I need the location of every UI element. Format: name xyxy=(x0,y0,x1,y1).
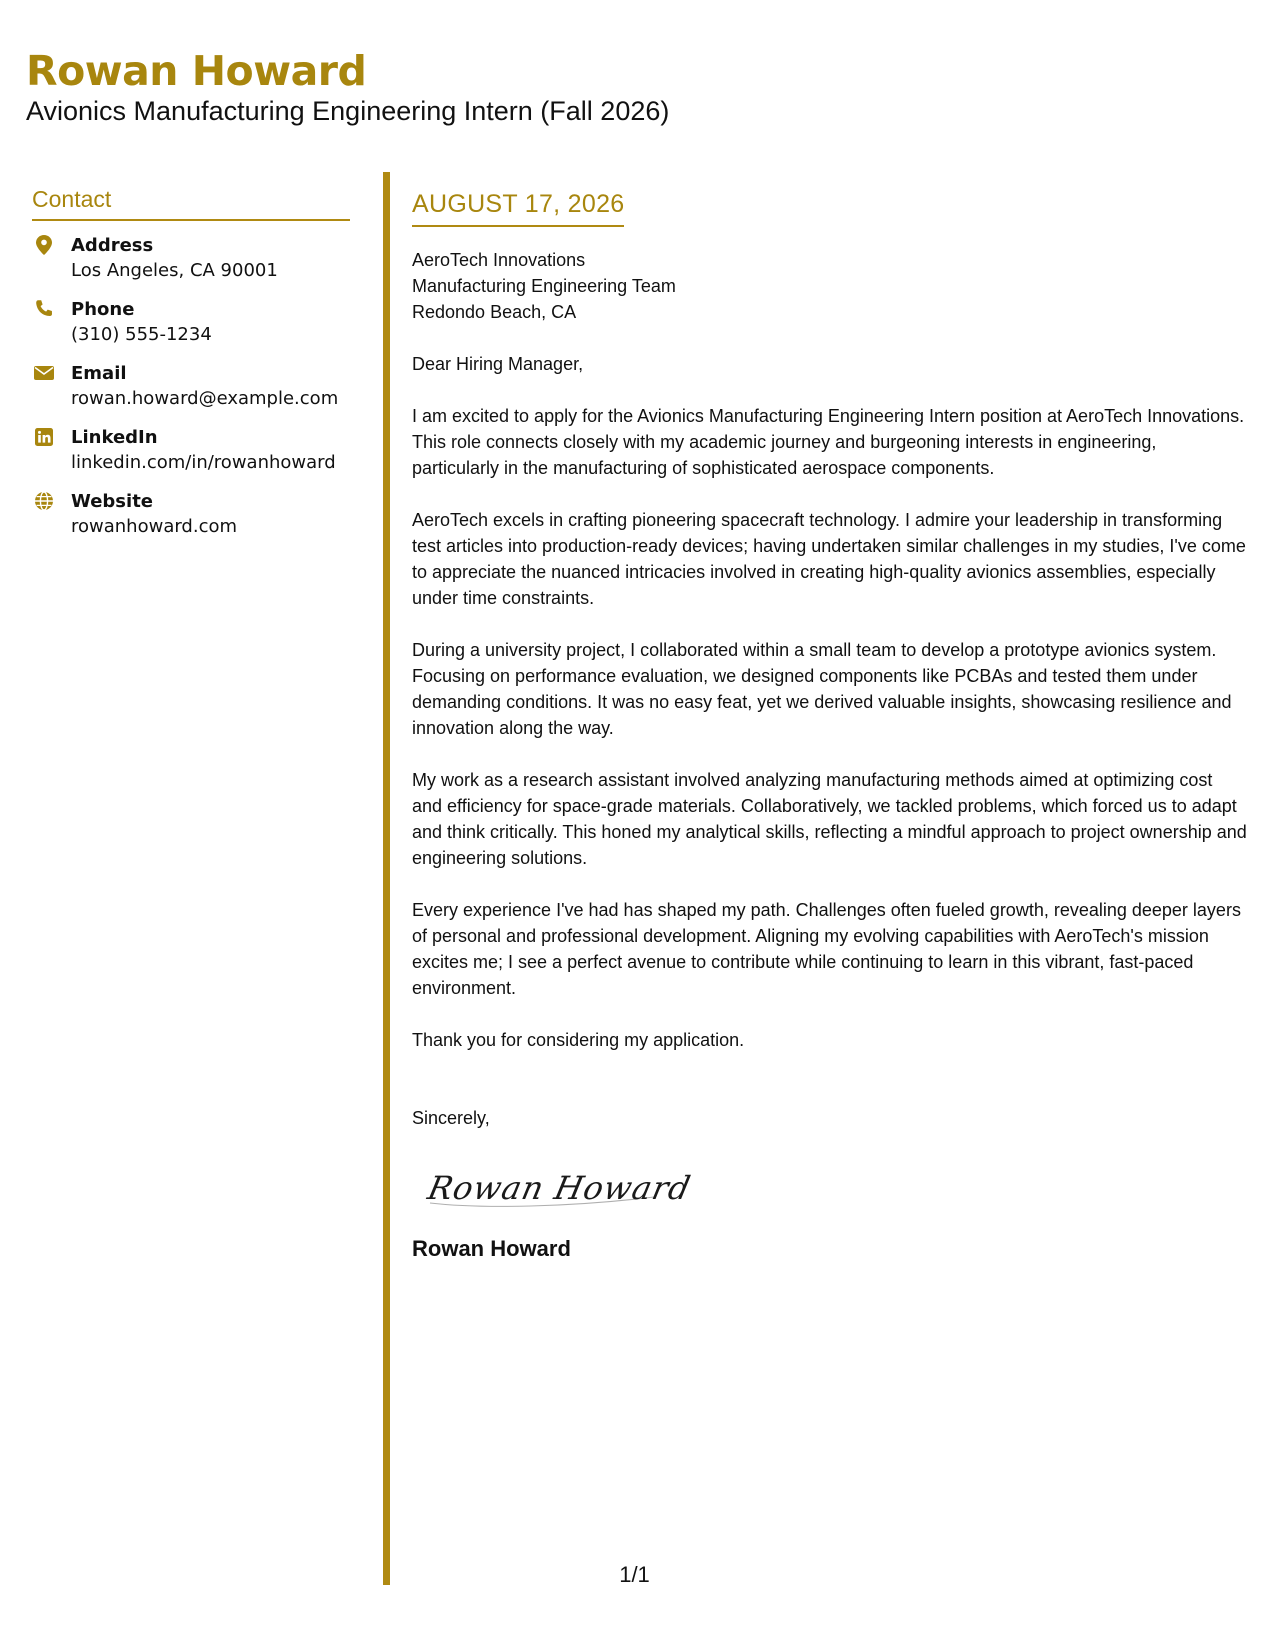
signed-name: Rowan Howard xyxy=(412,1236,571,1261)
body-paragraph: During a university project, I collaborated within a small team to develop a prototype avionics system. Focusing on performance evaluation, we designed components like PCBAs and tested them under demanding conditions. It was no easy feat, yet we derived valuable insights, showcasing resilience and innovation along the way. xyxy=(412,640,1232,738)
page-number-text: 1/1 xyxy=(619,1562,650,1587)
contact-item-email xyxy=(32,361,350,411)
closing-thanks: Thank you for considering my application. xyxy=(412,1030,745,1050)
phone-icon xyxy=(34,299,54,319)
recipient-company: AeroTech Innovations xyxy=(412,250,586,270)
job-title: Avionics Manufacturing Engineering Intern (Fall 2026) xyxy=(26,96,670,127)
letter-header xyxy=(26,48,1226,128)
signature-text: Rowan Howard xyxy=(424,1169,695,1207)
contact-value: linkedin.com/in/rowanhoward xyxy=(71,452,336,473)
recipient-block xyxy=(412,247,1247,325)
contact-item-phone xyxy=(32,297,350,347)
vertical-divider xyxy=(383,172,390,1585)
body-paragraph: My work as a research assistant involved analyzing manufacturing methods aimed at optimizing cost and efficiency for space-grade materials. Collaboratively, we tackled problems, which forced us to adapt and think critically. This honed my analytical skills, reflecting a mindful approach to project ownership and engineering solutions. xyxy=(412,770,1247,868)
contact-label: Website xyxy=(71,491,154,512)
body-paragraph: I am excited to apply for the Avionics Manufacturing Engineering Intern position at AeroTech Innovations. This role connects closely with my academic journey and burgeoning interests in engineering, particularly in the manufacturing of sophisticated aerospace components. xyxy=(412,406,1245,478)
handwritten-signature xyxy=(422,1153,695,1217)
contact-heading: Contact xyxy=(32,186,350,221)
applicant-name: Rowan Howard xyxy=(26,47,367,95)
contact-label: Email xyxy=(71,363,127,384)
letter-body xyxy=(412,190,1247,1262)
contact-label: Phone xyxy=(71,299,135,320)
recipient-team: Manufacturing Engineering Team xyxy=(412,276,676,296)
contact-sidebar xyxy=(32,186,350,553)
contact-item-linkedin xyxy=(32,425,350,475)
contact-label: LinkedIn xyxy=(71,427,158,448)
contact-value: rowanhoward.com xyxy=(71,516,238,537)
contact-value: rowan.howard@example.com xyxy=(71,388,339,409)
page-number xyxy=(0,1562,1275,1588)
contact-item-website xyxy=(32,489,350,539)
closing-salutation: Sincerely, xyxy=(412,1108,490,1128)
body-paragraph: AeroTech excels in crafting pioneering spacecraft technology. I admire your leadership in transforming test articles into production-ready devices; having undertaken similar challenges in my studies, I've come to appreciate the nuanced intricacies involved in creating high-quality avionics assemblies, especially under time constraints. xyxy=(412,510,1246,608)
linkedin-icon xyxy=(34,427,54,447)
letter-date: AUGUST 17, 2026 xyxy=(412,190,624,227)
contact-label: Address xyxy=(71,235,154,256)
contact-item-address xyxy=(32,233,350,283)
body-paragraph: Every experience I've had has shaped my path. Challenges often fueled growth, revealing deeper layers of personal and professional development. Aligning my evolving capabilities with AeroTech's mission excites me; I see a perfect avenue to contribute while continuing to learn in this vibrant, fast-paced environment. xyxy=(412,900,1241,998)
contact-value: (310) 555-1234 xyxy=(71,324,212,345)
envelope-icon xyxy=(34,363,54,383)
globe-icon xyxy=(34,491,54,511)
salutation: Dear Hiring Manager, xyxy=(412,354,584,374)
recipient-location: Redondo Beach, CA xyxy=(412,302,577,322)
contact-value: Los Angeles, CA 90001 xyxy=(71,260,278,281)
map-pin-icon xyxy=(34,235,54,255)
